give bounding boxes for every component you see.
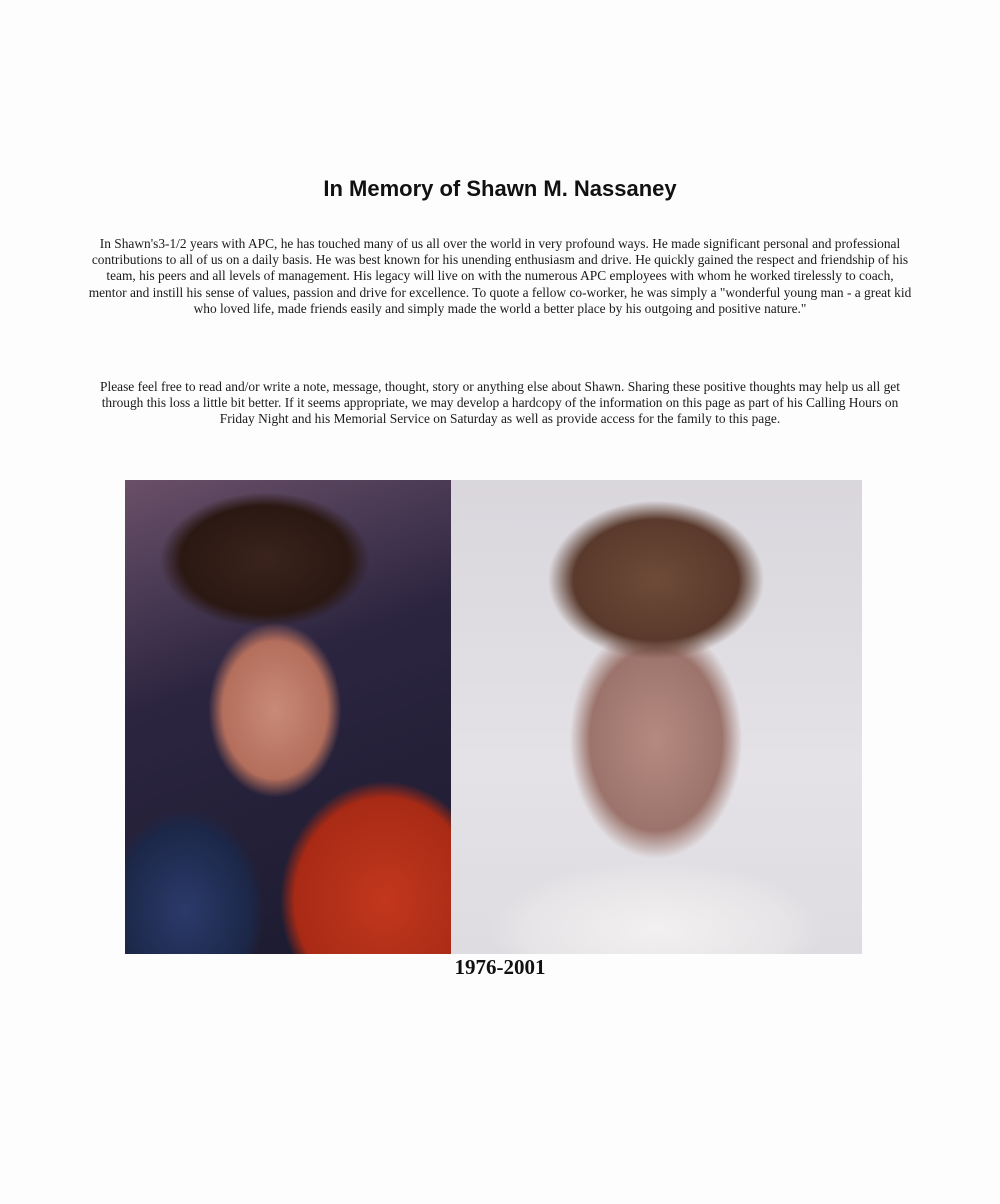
tribute-paragraph: In Shawn's3-1/2 years with APC, he has touched many of us all over the world in very profound ways. He made significant personal and professional contributions to all of us on a daily basis. He was best known for his unending enthusiasm and drive. He quickly gained the respect and friendship of his team, his peers and all levels of management. His legacy will live on with the numerous APC employees with whom he worked tirelessly to coach, mentor and instill his sense of values, passion and drive for excellence. To quote a fellow co-worker, he was simply a "wonderful young man - a great kid who loved life, made friends easily and simply made the world a better place by his outgoing and positive nature." xyxy=(88,236,912,316)
portrait-photo-formal xyxy=(451,480,862,954)
life-years: 1976-2001 xyxy=(454,955,546,979)
page-title: In Memory of Shawn M. Nassaney xyxy=(323,176,677,201)
invitation-paragraph: Please feel free to read and/or write a note, message, thought, story or anything else about Shawn. Sharing these positive thoughts may help us all get through this loss a little bit better. If it seems appropriate, we may develop a hardcopy of the information on this page as part of his Calling Hours on Friday Night and his Memorial Service on Saturday as well as provide access for the family to this page. xyxy=(100,379,900,427)
portrait-photo-candid xyxy=(125,480,451,954)
